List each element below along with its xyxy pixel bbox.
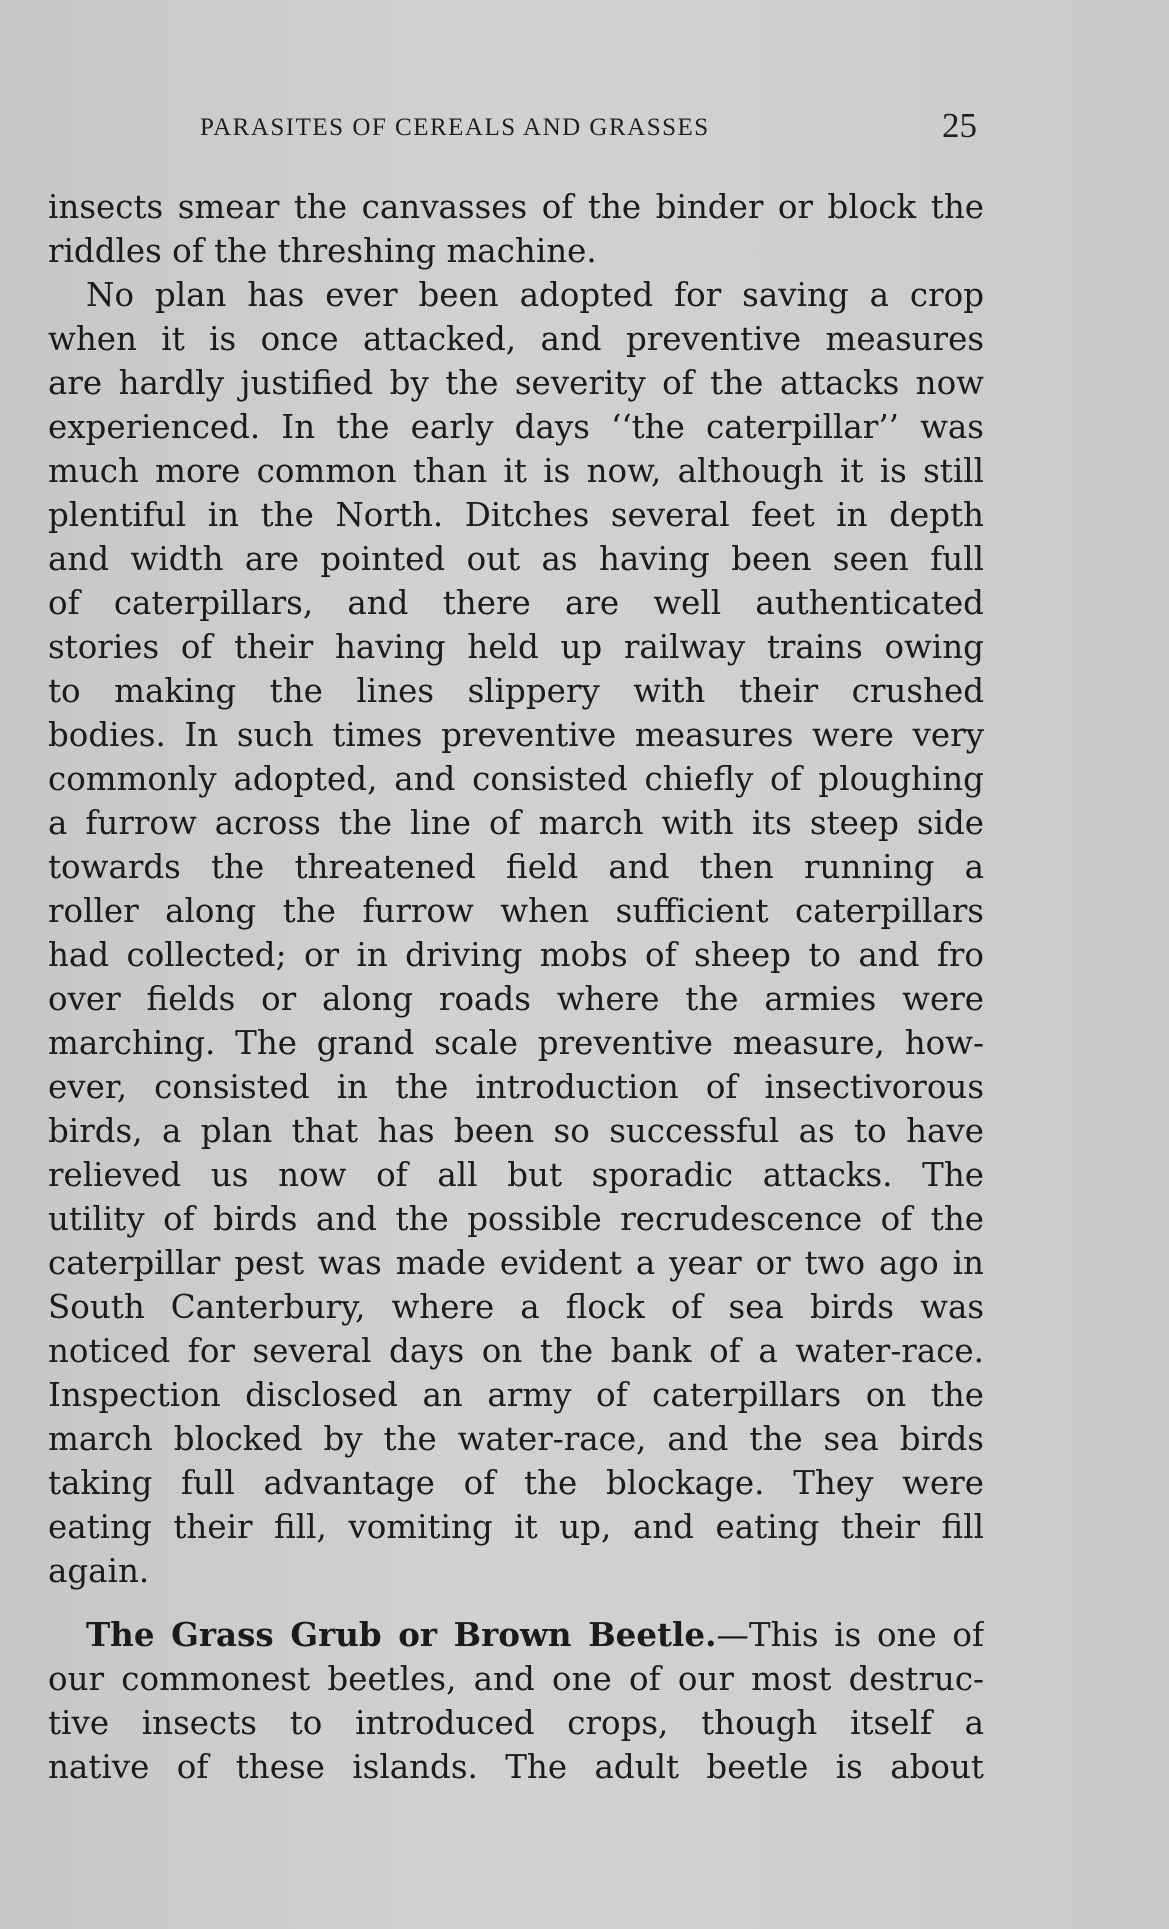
text-line: experienced. In the early days ‘‘the caterpillar’’ was bbox=[48, 408, 984, 446]
text-line: again. bbox=[48, 1552, 150, 1590]
text-line: towards the threatened field and then running a bbox=[48, 848, 984, 886]
text-line-with-heading bbox=[48, 1613, 984, 1657]
paragraph-preventive-measures bbox=[48, 273, 984, 1593]
text-line: marching. The grand scale preventive measure, how- bbox=[48, 1024, 984, 1062]
text-line: caterpillar pest was made evident a year or two ago in bbox=[48, 1244, 984, 1282]
text-line: Inspection disclosed an army of caterpillars on the bbox=[48, 1376, 984, 1414]
paragraph-grass-grub bbox=[48, 1613, 984, 1789]
text-line: stories of their having held up railway trains owing bbox=[48, 628, 984, 666]
text-line: a furrow across the line of march with its steep side bbox=[48, 804, 984, 842]
running-title: PARASITES OF CEREALS AND GRASSES bbox=[200, 114, 710, 141]
heading-line-rest: —This is one of bbox=[716, 1616, 984, 1654]
page-header bbox=[0, 104, 1169, 154]
text-line: birds, a plan that has been so successful as to have bbox=[48, 1112, 984, 1150]
text-line: when it is once attacked, and preventive measures bbox=[48, 320, 984, 358]
text-line: march blocked by the water-race, and the sea birds bbox=[48, 1420, 984, 1458]
text-line: to making the lines slippery with their crushed bbox=[48, 672, 984, 710]
text-line: South Canterbury, where a flock of sea birds was bbox=[48, 1288, 984, 1326]
text-line: roller along the furrow when sufficient caterpillars bbox=[48, 892, 984, 930]
text-line: eating their fill, vomiting it up, and eating their fill bbox=[48, 1508, 984, 1546]
page-number: 25 bbox=[942, 106, 977, 145]
section-heading: The Grass Grub or Brown Beetle. bbox=[86, 1615, 717, 1654]
text-line: utility of birds and the possible recrudescence of the bbox=[48, 1200, 984, 1238]
text-line: our commonest beetles, and one of our most destruc- bbox=[48, 1660, 984, 1698]
text-line: native of these islands. The adult beetle is about bbox=[48, 1748, 984, 1786]
text-line: taking full advantage of the blockage. They were bbox=[48, 1464, 984, 1502]
paragraph-spacer bbox=[48, 1593, 984, 1613]
text-line: No plan has ever been adopted for saving a crop bbox=[86, 276, 984, 314]
text-line: plentiful in the North. Ditches several feet in depth bbox=[48, 496, 984, 534]
text-line: tive insects to introduced crops, though itself a bbox=[48, 1704, 984, 1742]
text-line: relieved us now of all but sporadic attacks. The bbox=[48, 1156, 984, 1194]
text-line: insects smear the canvasses of the binder or block the bbox=[48, 188, 984, 226]
text-line: of caterpillars, and there are well authenticated bbox=[48, 584, 984, 622]
text-line: much more common than it is now, although it is still bbox=[48, 452, 984, 490]
text-line: commonly adopted, and consisted chiefly of ploughing bbox=[48, 760, 984, 798]
text-line: and width are pointed out as having been seen full bbox=[48, 540, 984, 578]
paragraph-continuation bbox=[48, 185, 984, 273]
text-line: noticed for several days on the bank of a water-race. bbox=[48, 1332, 984, 1370]
text-line: bodies. In such times preventive measures were very bbox=[48, 716, 984, 754]
text-line: had collected; or in driving mobs of sheep to and fro bbox=[48, 936, 984, 974]
text-line: riddles of the threshing machine. bbox=[48, 232, 597, 270]
text-line: over fields or along roads where the armies were bbox=[48, 980, 984, 1018]
body-text bbox=[48, 185, 984, 1789]
text-line: are hardly justified by the severity of the attacks now bbox=[48, 364, 984, 402]
text-line: ever, consisted in the introduction of insectivorous bbox=[48, 1068, 984, 1106]
